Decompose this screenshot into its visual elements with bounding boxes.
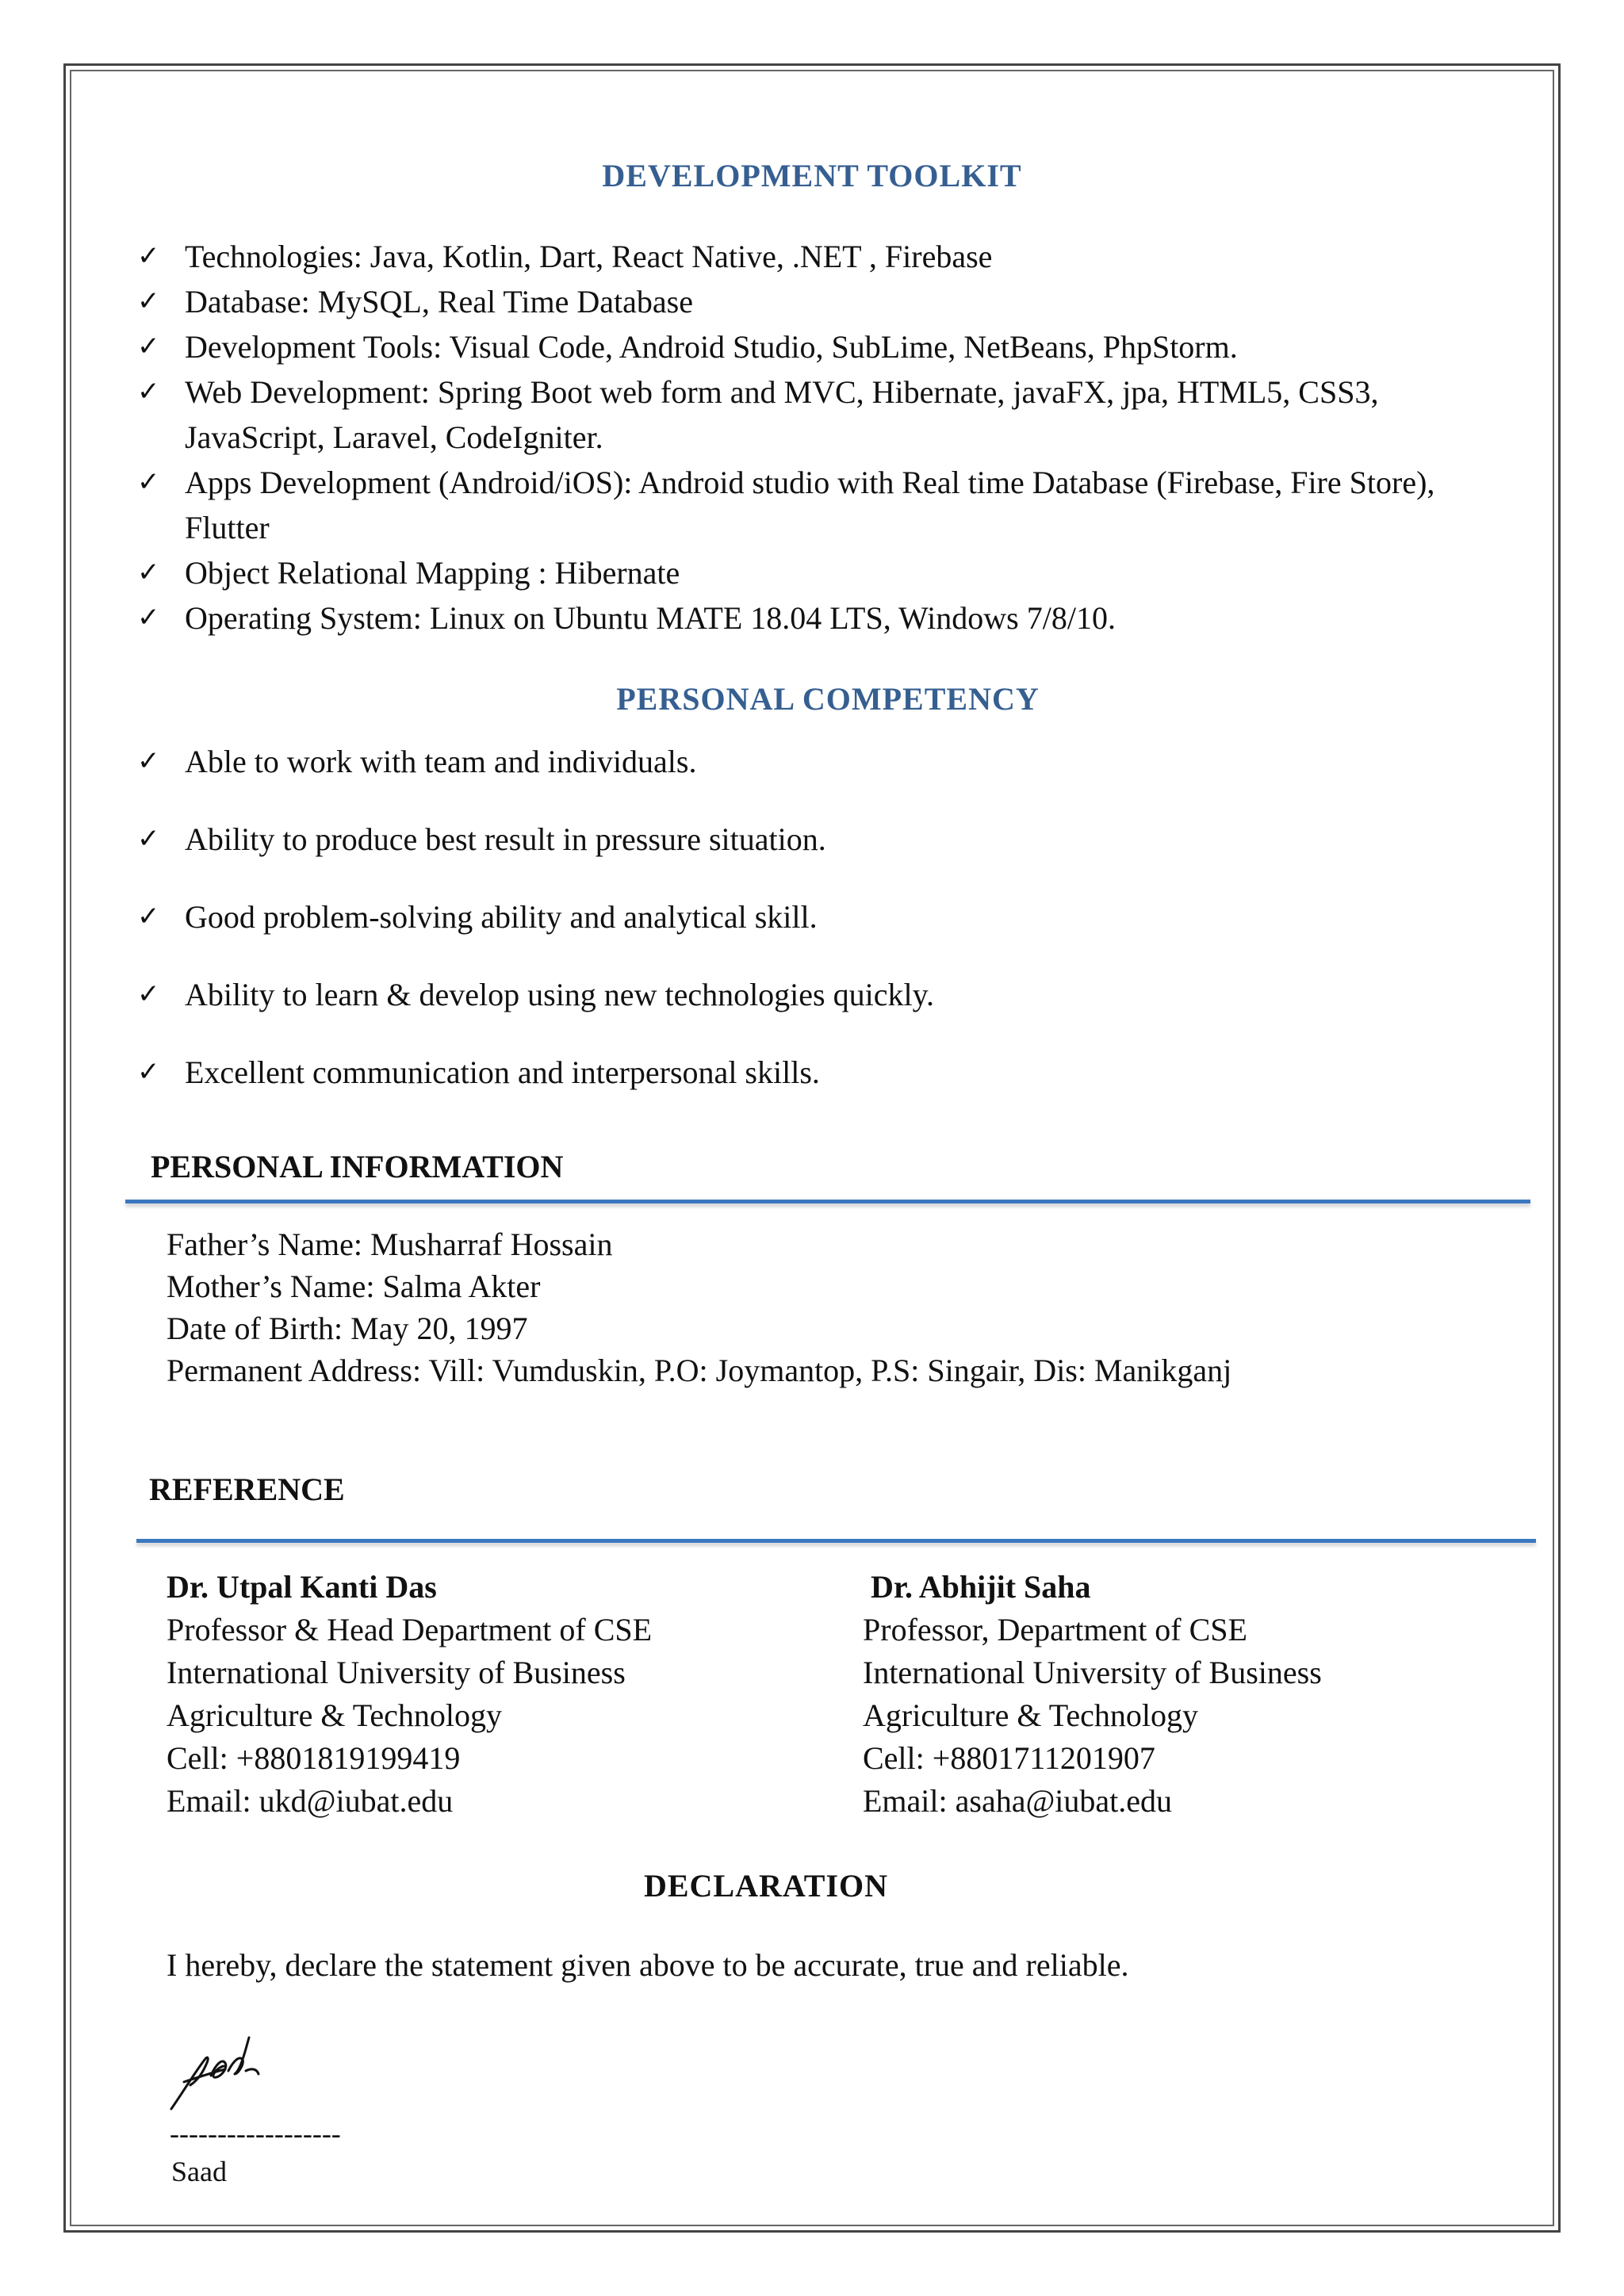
reference-name: Dr. Utpal Kanti Das bbox=[167, 1569, 437, 1605]
reference-heading: REFERENCE bbox=[149, 1471, 345, 1507]
competency-item: ✓ Able to work with team and individuals. bbox=[137, 739, 1485, 784]
toolkit-item-apps-development: ✓ Apps Development (Android/iOS): Android studio with Real time Database (Firebase, Fire Store), Flutter bbox=[137, 460, 1485, 550]
checkmark-icon: ✓ bbox=[137, 602, 160, 633]
permanent-address: Permanent Address: Vill: Vumduskin, P.O: Joymantop, P.S: Singair, Dis: Manikganj bbox=[167, 1353, 1232, 1388]
reference-card-2 bbox=[863, 1566, 1322, 1823]
reference-name: Dr. Abhijit Saha bbox=[871, 1569, 1091, 1605]
personal-information-rule bbox=[125, 1200, 1530, 1203]
checkmark-icon: ✓ bbox=[137, 557, 160, 588]
checkmark-icon: ✓ bbox=[137, 331, 160, 362]
fathers-name: Father’s Name: Musharraf Hossain bbox=[167, 1226, 613, 1262]
toolkit-item-operating-system: ✓ Operating System: Linux on Ubuntu MATE 18.04 LTS, Windows 7/8/10. bbox=[137, 595, 1485, 641]
personal-information-heading: PERSONAL INFORMATION bbox=[151, 1149, 564, 1184]
mothers-name: Mother’s Name: Salma Akter bbox=[167, 1269, 541, 1304]
checkmark-icon: ✓ bbox=[137, 823, 160, 855]
personal-competency-list bbox=[137, 739, 1485, 1127]
reference-org-line2: Agriculture & Technology bbox=[167, 1697, 503, 1733]
reference-cell: Cell: +8801711201907 bbox=[863, 1740, 1155, 1776]
reference-org-line2: Agriculture & Technology bbox=[863, 1697, 1199, 1733]
personal-competency-heading: PERSONAL COMPETENCY bbox=[616, 681, 1040, 717]
signature-line: ------------------ bbox=[170, 2118, 341, 2149]
toolkit-item-orm: ✓ Object Relational Mapping : Hibernate bbox=[137, 550, 1485, 595]
competency-item: ✓ Ability to produce best result in pressure situation. bbox=[137, 817, 1485, 862]
toolkit-item-technologies: ✓ Technologies: Java, Kotlin, Dart, React Native, .NET , Firebase bbox=[137, 234, 1485, 279]
development-toolkit-list bbox=[137, 234, 1485, 641]
date-of-birth: Date of Birth: May 20, 1997 bbox=[167, 1311, 528, 1346]
checkmark-icon: ✓ bbox=[137, 901, 160, 932]
checkmark-icon: ✓ bbox=[137, 1056, 160, 1088]
reference-rule bbox=[136, 1539, 1536, 1543]
competency-item: ✓ Ability to learn & develop using new technologies quickly. bbox=[137, 972, 1485, 1017]
personal-information-block bbox=[167, 1223, 1231, 1391]
reference-email: Email: ukd@iubat.edu bbox=[167, 1783, 454, 1819]
toolkit-item-web-development: ✓ Web Development: Spring Boot web form and MVC, Hibernate, javaFX, jpa, HTML5, CSS3, JavaScript, Laravel, CodeIgniter. bbox=[137, 369, 1485, 460]
signatory-name: Saad bbox=[171, 2156, 227, 2187]
declaration-heading: DECLARATION bbox=[643, 1868, 889, 1904]
competency-item: ✓ Good problem-solving ability and analytical skill. bbox=[137, 894, 1485, 939]
checkmark-icon: ✓ bbox=[137, 240, 160, 272]
reference-org-line1: International University of Business bbox=[863, 1655, 1322, 1690]
checkmark-icon: ✓ bbox=[137, 466, 160, 498]
toolkit-item-dev-tools: ✓ Development Tools: Visual Code, Android Studio, SubLime, NetBeans, PhpStorm. bbox=[137, 324, 1485, 369]
competency-item: ✓ Excellent communication and interpersonal skills. bbox=[137, 1050, 1485, 1095]
reference-position: Professor, Department of CSE bbox=[863, 1612, 1247, 1647]
checkmark-icon: ✓ bbox=[137, 376, 160, 408]
checkmark-icon: ✓ bbox=[137, 978, 160, 1010]
reference-org-line1: International University of Business bbox=[167, 1655, 626, 1690]
reference-cell: Cell: +8801819199419 bbox=[167, 1740, 461, 1776]
checkmark-icon: ✓ bbox=[137, 745, 160, 777]
reference-card-1 bbox=[167, 1566, 652, 1823]
signature-image bbox=[167, 2030, 285, 2117]
declaration-text: I hereby, declare the statement given above to be accurate, true and reliable. bbox=[167, 1947, 1129, 1983]
development-toolkit-heading: DEVELOPMENT TOOLKIT bbox=[602, 158, 1022, 193]
reference-email: Email: asaha@iubat.edu bbox=[863, 1783, 1173, 1819]
checkmark-icon: ✓ bbox=[137, 285, 160, 317]
toolkit-item-database: ✓ Database: MySQL, Real Time Database bbox=[137, 279, 1485, 324]
reference-position: Professor & Head Department of CSE bbox=[167, 1612, 653, 1647]
